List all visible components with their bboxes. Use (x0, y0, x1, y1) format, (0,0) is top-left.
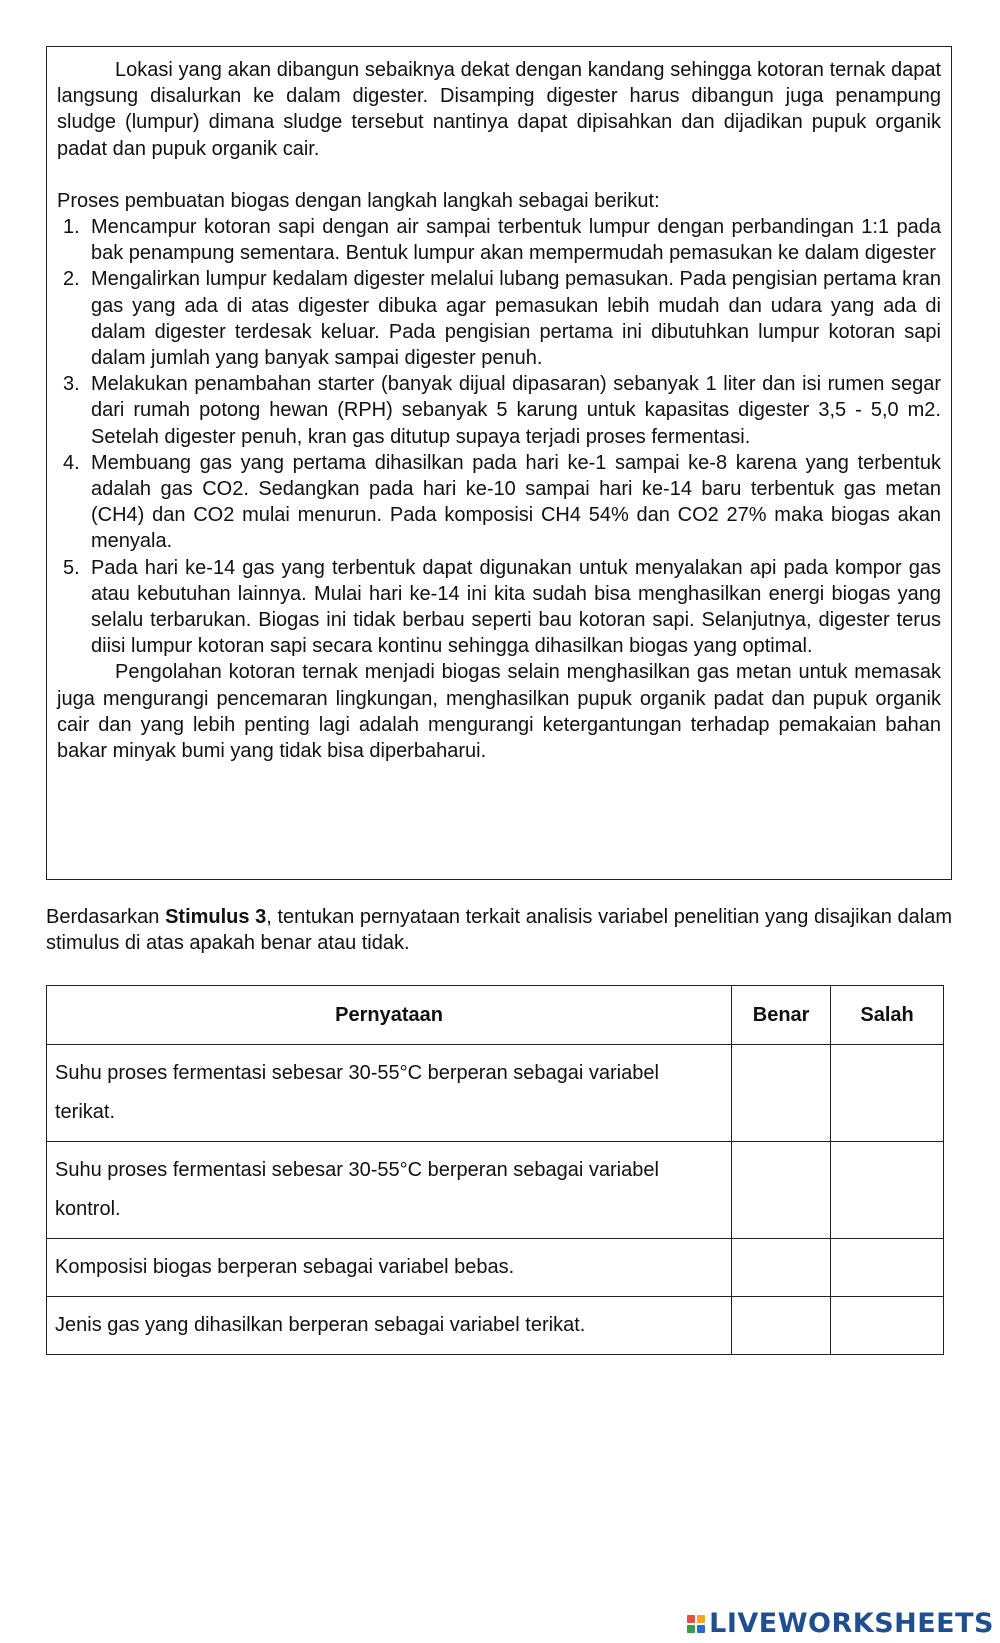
logo-square (687, 1615, 695, 1623)
header-true: Benar (732, 986, 831, 1045)
statement-cell: Suhu proses fermentasi sebesar 30-55°C berperan sebagai variabel terikat. (47, 1045, 732, 1142)
answer-true-cell[interactable] (732, 1045, 831, 1142)
answer-false-cell[interactable] (831, 1239, 944, 1297)
step-number: 4. (63, 451, 80, 474)
answer-true-cell[interactable] (732, 1297, 831, 1355)
liveworksheets-watermark (687, 1608, 994, 1639)
step-text: Mengalirkan lumpur kedalam digester melalui lubang pemasukan. Pada pengisian pertama kran gas yang ada di atas digester dibuka agar pemasukan lebih mudah dan udara yang ada di dalam digester terdesak keluar. Pada pengisian pertama ini dibutuhkan lumpur kotoran sapi dalam jumlah yang banyak sampai digester penuh. (91, 268, 941, 370)
instruction-suffix: , tentukan pernyataan terkait analisis variabel penelitian yang disajikan dalam stimulus di atas apakah benar atau tidak. (46, 906, 952, 954)
step-number: 5. (63, 556, 80, 579)
answer-false-cell[interactable] (831, 1142, 944, 1239)
step-text: Mencampur kotoran sapi dengan air sampai terbentuk lumpur dengan perbandingan 1:1 pada bak penampung sementara. Bentuk lumpur akan mempermudah pemasukan ke dalam digester (91, 216, 941, 265)
answer-true-cell[interactable] (732, 1142, 831, 1239)
instruction-prefix: Berdasarkan (46, 906, 166, 928)
logo-square (697, 1625, 705, 1633)
step-number: 1. (63, 216, 80, 239)
liveworksheets-logo-icon (687, 1615, 705, 1633)
step-text: Pada hari ke-14 gas yang terbentuk dapat digunakan untuk menyalakan api pada kompor gas atau kebutuhan lainnya. Mulai hari ke-14 ini kita sudah bisa menghasilkan energi biogas yang selalu terbarukan. Biogas ini tidak berbau seperti bau kotoran sapi. Selanjutnya, digester terus diisi lumpur kotoran sapi secara kontinu sehingga dihasilkan biogas yang optimal. (91, 556, 941, 658)
logo-square (687, 1625, 695, 1633)
header-statement: Pernyataan (47, 986, 732, 1045)
table-row (47, 1297, 944, 1355)
watermark-text: LIVEWORKSHEETS (709, 1608, 994, 1639)
step-item (57, 371, 941, 450)
steps-heading: Proses pembuatan biogas dengan langkah langkah sebagai berikut: (57, 189, 660, 212)
step-number: 2. (63, 268, 80, 291)
instruction-stimulus-ref: Stimulus 3 (165, 906, 267, 928)
statement-cell: Suhu proses fermentasi sebesar 30-55°C berperan sebagai variabel kontrol. (47, 1142, 732, 1239)
step-item (57, 450, 941, 555)
statement-cell: Jenis gas yang dihasilkan berperan sebagai variabel terikat. (47, 1297, 732, 1355)
step-item (57, 266, 941, 371)
step-item (57, 214, 941, 266)
statement-cell: Komposisi biogas berperan sebagai variabel bebas. (47, 1239, 732, 1297)
header-false: Salah (831, 986, 944, 1045)
answer-true-cell[interactable] (732, 1239, 831, 1297)
step-text: Membuang gas yang pertama dihasilkan pada hari ke-1 sampai ke-8 karena yang terbentuk adalah gas CO2. Sedangkan pada hari ke-10 sampai hari ke-14 baru terbentuk gas metan (CH4) dan CO2 mulai menurun. Pada komposisi CH4 54% dan CO2 27% maka biogas akan menyala. (91, 451, 941, 553)
table-header-row (47, 986, 944, 1045)
table-row (47, 1045, 944, 1142)
intro-paragraph: Lokasi yang akan dibangun sebaiknya dekat dengan kandang sehingga kotoran ternak dapat langsung disalurkan ke dalam digester. Disamping digester harus dibangun juga penampung sludge (lumpur) dimana sludge tersebut nantinya dapat dipisahkan dan dijadikan pupuk organik padat dan pupuk organik cair. (57, 59, 941, 160)
stimulus-box (46, 46, 952, 880)
closing-paragraph: Pengolahan kotoran ternak menjadi biogas selain menghasilkan gas metan untuk memasak juga mengurangi pencemaran lingkungan, menghasilkan pupuk organik padat dan pupuk organik cair dan yang lebih penting lagi adalah mengurangi ketergantungan terhadap pemakaian bahan bakar minyak bumi yang tidak bisa diperbaharui. (57, 661, 941, 763)
steps-list (57, 214, 941, 659)
step-text: Melakukan penambahan starter (banyak dijual dipasaran) sebanyak 1 liter dan isi rumen segar dari rumah potong hewan (RPH) sebanyak 5 karung untuk kapasitas digester 3,5 - 5,0 m2. Setelah digester penuh, kran gas ditutup supaya terjadi proses fermentasi. (91, 373, 941, 448)
answer-table (46, 985, 944, 1355)
answer-false-cell[interactable] (831, 1045, 944, 1142)
table-row (47, 1239, 944, 1297)
step-number: 3. (63, 373, 80, 396)
answer-false-cell[interactable] (831, 1297, 944, 1355)
table-row (47, 1142, 944, 1239)
question-instruction (46, 904, 952, 956)
step-item (57, 555, 941, 660)
logo-square (697, 1615, 705, 1623)
